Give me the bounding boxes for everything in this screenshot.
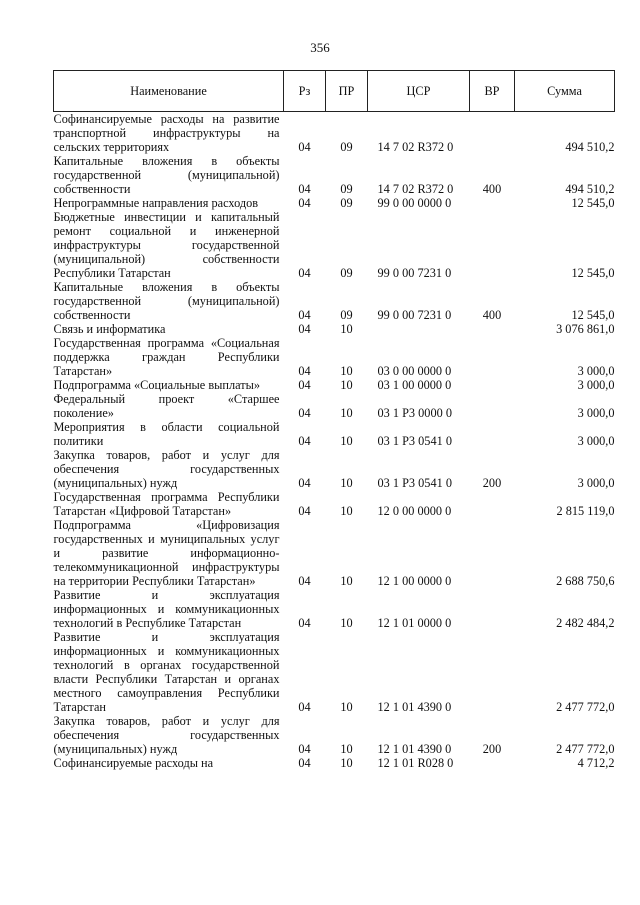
cell-rz: 04 (298, 504, 311, 518)
cell-name: Закупка товаров, работ и услуг для обеспечения государственных (муниципальных) нужд (53, 448, 280, 490)
cell-vr (470, 756, 515, 770)
cell-vr (470, 420, 515, 448)
cell-csr: 12 0 00 0000 0 (377, 504, 452, 518)
table-row (54, 322, 615, 336)
cell-csr: 12 1 01 4390 0 (377, 700, 452, 714)
cell-csr: 99 0 00 0000 0 (377, 196, 452, 210)
budget-table (53, 70, 615, 770)
cell-rz: 04 (298, 742, 311, 756)
cell-sum: 3 000,0 (577, 476, 615, 490)
table-row (54, 490, 615, 518)
cell-pr: 10 (340, 406, 353, 420)
cell-csr: 12 1 01 4390 0 (377, 742, 452, 756)
cell-name: Непрограммные направления расходов (53, 196, 259, 210)
table-row (54, 196, 615, 210)
cell-csr: 99 0 00 7231 0 (377, 308, 452, 322)
cell-vr (470, 336, 515, 378)
header-rz: Рз (284, 71, 326, 112)
cell-sum: 3 000,0 (577, 378, 615, 392)
cell-csr (368, 322, 470, 336)
cell-vr (470, 196, 515, 210)
cell-name: Государственная программа «Социальная поддержка граждан Республики Татарстан» (53, 336, 280, 378)
cell-name: Софинансируемые расходы на (53, 756, 214, 770)
cell-rz: 04 (298, 182, 311, 196)
cell-sum: 12 545,0 (571, 308, 615, 322)
cell-name: Связь и информатика (53, 322, 166, 336)
cell-sum: 494 510,2 (565, 140, 615, 154)
cell-rz: 04 (298, 756, 311, 770)
cell-rz: 04 (298, 140, 311, 154)
cell-pr: 10 (340, 616, 353, 630)
cell-rz: 04 (298, 266, 311, 280)
cell-csr: 12 1 01 0000 0 (377, 616, 452, 630)
cell-name: Государственная программа Республики Татарстан «Цифровой Татарстан» (53, 490, 280, 518)
cell-pr: 10 (340, 378, 353, 392)
table-row (54, 336, 615, 378)
cell-rz: 04 (298, 378, 311, 392)
cell-sum: 2 477 772,0 (556, 742, 615, 756)
table-row (54, 756, 615, 770)
cell-sum: 494 510,2 (565, 182, 615, 196)
cell-vr: 200 (482, 742, 502, 756)
header-name: Наименование (54, 71, 284, 112)
cell-pr: 09 (340, 140, 353, 154)
cell-csr: 99 0 00 7231 0 (377, 266, 452, 280)
cell-csr: 03 0 00 0000 0 (377, 364, 452, 378)
cell-vr (470, 630, 515, 714)
cell-name: Бюджетные инвестиции и капитальный ремонт социальной и инженерной инфраструктуры государственной (муниципальной) собственности Республики Татарстан (53, 210, 280, 280)
cell-name: Развитие и эксплуатация информационных и коммуникационных технологий в органах государственной власти Республики Татарстан и органах местного самоуправления Республики Татарстан (53, 630, 280, 714)
cell-vr (470, 588, 515, 630)
cell-sum: 2 688 750,6 (556, 574, 615, 588)
table-row (54, 280, 615, 322)
cell-pr: 10 (340, 700, 353, 714)
cell-pr: 10 (340, 756, 353, 770)
cell-csr: 12 1 01 R028 0 (377, 756, 454, 770)
cell-rz: 04 (298, 308, 311, 322)
cell-sum: 3 000,0 (577, 434, 615, 448)
cell-vr: 400 (482, 182, 502, 196)
cell-name: Закупка товаров, работ и услуг для обеспечения государственных (муниципальных) нужд (53, 714, 280, 756)
header-sum: Сумма (515, 71, 615, 112)
cell-sum: 3 000,0 (577, 364, 615, 378)
cell-vr (470, 392, 515, 420)
cell-vr: 400 (482, 308, 502, 322)
cell-sum: 3 000,0 (577, 406, 615, 420)
cell-pr: 10 (340, 504, 353, 518)
cell-rz: 04 (298, 196, 311, 210)
table-row (54, 112, 615, 155)
table-header-row (54, 71, 615, 112)
cell-vr: 200 (482, 476, 502, 490)
header-csr: ЦСР (368, 71, 470, 112)
cell-sum: 2 482 484,2 (556, 616, 615, 630)
cell-name: Федеральный проект «Старшее поколение» (53, 392, 280, 420)
cell-sum: 4 712,2 (577, 756, 615, 770)
cell-vr (470, 518, 515, 588)
cell-pr: 10 (340, 574, 353, 588)
table-row (54, 714, 615, 756)
cell-sum: 12 545,0 (571, 266, 615, 280)
cell-name: Капитальные вложения в объекты государственной (муниципальной) собственности (53, 154, 280, 196)
cell-pr: 10 (340, 476, 353, 490)
cell-csr: 03 1 P3 0541 0 (377, 434, 452, 448)
cell-rz: 04 (298, 406, 311, 420)
table-row (54, 378, 615, 392)
cell-sum: 3 076 861,0 (556, 322, 615, 336)
cell-name: Подпрограмма «Цифровизация государственных и муниципальных услуг и развитие информационно-телекоммуникационной инфраструктуры на территории Республики Татарстан» (53, 518, 280, 588)
cell-rz: 04 (298, 616, 311, 630)
cell-pr: 09 (340, 182, 353, 196)
cell-name: Капитальные вложения в объекты государственной (муниципальной) собственности (53, 280, 280, 322)
cell-name: Софинансируемые расходы на развитие транспортной инфраструктуры на сельских территориях (53, 112, 280, 154)
header-vr: ВР (470, 71, 515, 112)
table-row (54, 448, 615, 490)
cell-name: Подпрограмма «Социальные выплаты» (53, 378, 261, 392)
cell-rz: 04 (298, 476, 311, 490)
cell-csr: 03 1 P3 0000 0 (377, 406, 452, 420)
cell-vr (470, 490, 515, 518)
cell-rz: 04 (298, 574, 311, 588)
cell-csr: 14 7 02 R372 0 (377, 140, 454, 154)
cell-vr (470, 210, 515, 280)
cell-rz: 04 (298, 700, 311, 714)
cell-csr: 03 1 00 0000 0 (377, 378, 452, 392)
cell-pr: 09 (340, 196, 353, 210)
cell-vr (470, 322, 515, 336)
cell-pr: 10 (340, 322, 353, 336)
cell-rz: 04 (298, 434, 311, 448)
table-row (54, 392, 615, 420)
cell-csr: 12 1 00 0000 0 (377, 574, 452, 588)
cell-vr (470, 112, 515, 155)
cell-pr: 09 (340, 308, 353, 322)
cell-sum: 2 815 119,0 (556, 504, 615, 518)
cell-rz: 04 (298, 322, 311, 336)
page-number: 356 (310, 40, 330, 55)
table-row (54, 588, 615, 630)
cell-sum: 2 477 772,0 (556, 700, 615, 714)
table-row (54, 210, 615, 280)
cell-csr: 03 1 P3 0541 0 (377, 476, 452, 490)
cell-rz: 04 (298, 364, 311, 378)
cell-vr (470, 378, 515, 392)
cell-pr: 10 (340, 434, 353, 448)
cell-sum: 12 545,0 (571, 196, 615, 210)
table-row (54, 518, 615, 588)
cell-pr: 10 (340, 364, 353, 378)
cell-name: Развитие и эксплуатация информационных и коммуникационных технологий в Республике Татарстан (53, 588, 280, 630)
table-row (54, 420, 615, 448)
cell-pr: 09 (340, 266, 353, 280)
table-row (54, 154, 615, 196)
header-pr: ПР (326, 71, 368, 112)
cell-pr: 10 (340, 742, 353, 756)
table-row (54, 630, 615, 714)
cell-name: Мероприятия в области социальной политики (53, 420, 280, 448)
cell-csr: 14 7 02 R372 0 (377, 182, 454, 196)
